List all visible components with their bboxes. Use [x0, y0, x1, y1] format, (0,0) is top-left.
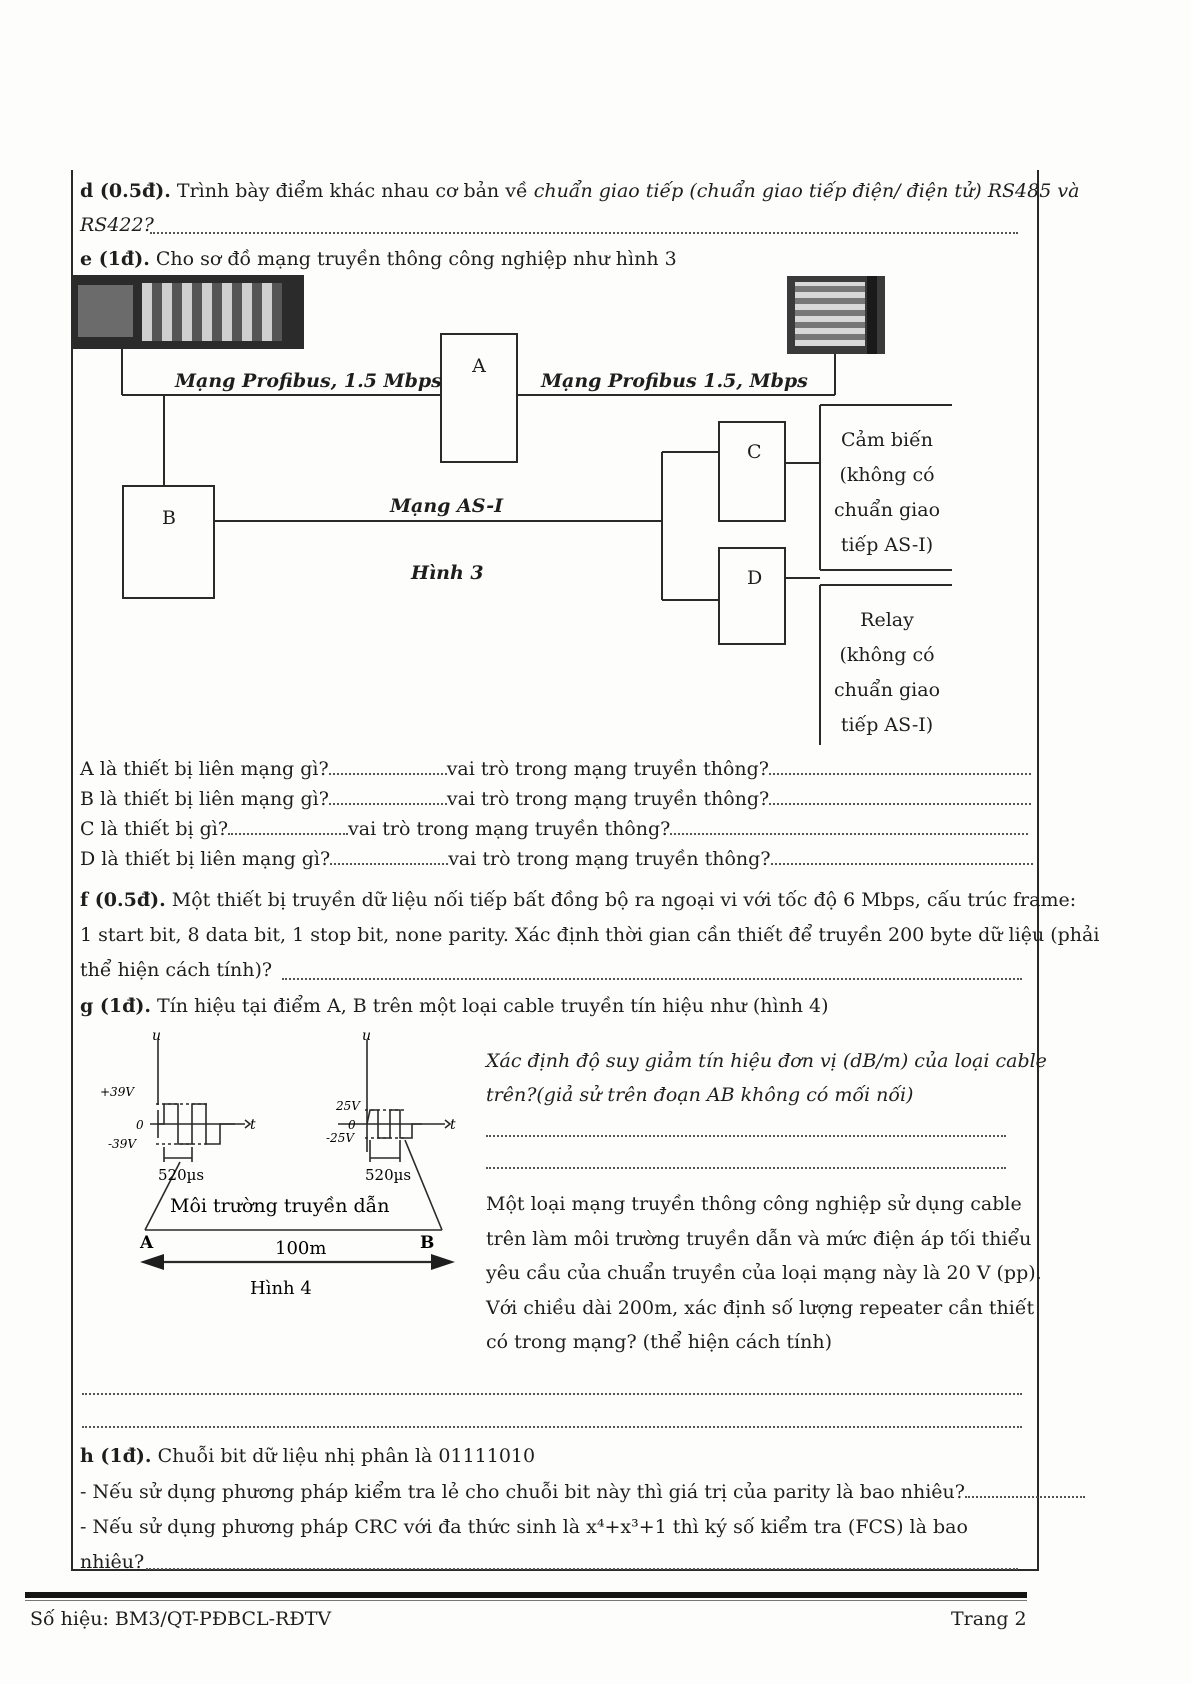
u-label-left: u	[152, 1030, 162, 1044]
question-g-para-line: trên làm môi trường truyền dẫn và mức điện áp tối thiểu	[486, 1227, 1032, 1250]
figure3-caption: Hình 3	[411, 562, 484, 584]
question-d-label: d (0.5đ).	[80, 180, 171, 202]
node-a-label: A	[472, 355, 486, 377]
node-d-box	[718, 547, 786, 645]
node-d-label: D	[747, 567, 763, 589]
profibus-right-label: Mạng Profibus 1.5, Mbps	[541, 370, 808, 392]
relay-line: tiếp AS-I)	[840, 714, 934, 736]
question-e-b-role: vai trò trong mạng truyền thông?	[446, 788, 770, 810]
node-b-label: B	[162, 507, 176, 529]
question-e-a-ask: A là thiết bị liên mạng gì?	[80, 758, 329, 780]
period-right-label: 520µs	[365, 1166, 412, 1184]
answer-dots	[82, 1426, 1022, 1428]
medium-label: Môi trường truyền dẫn	[170, 1195, 390, 1217]
answer-dots	[282, 978, 1022, 980]
question-f	[80, 891, 1076, 910]
question-e-line-a	[80, 760, 1031, 779]
question-h-label: h (1đ).	[80, 1445, 152, 1467]
question-e-line-d	[80, 850, 1033, 869]
question-h-line2: - Nếu sử dụng phương pháp CRC với đa thức sinh là x⁴+x³+1 thì ký số kiểm tra (FCS) là bao	[80, 1516, 968, 1538]
answer-dots	[486, 1135, 1006, 1137]
question-e-line-c	[80, 820, 1028, 839]
sensor-line: Cảm biến	[840, 429, 934, 451]
question-h-line1	[80, 1483, 1085, 1502]
plus39-label: +39V	[100, 1085, 134, 1099]
relay-label	[822, 603, 952, 743]
question-e-d-role: vai trò trong mạng truyền thông?	[448, 848, 771, 870]
point-a-label: A	[140, 1233, 154, 1253]
question-f-line1: Một thiết bị truyền dữ liệu nối tiếp bất đồng bộ ra ngoại vi với tốc độ 6 Mbps, cấu trúc frame:	[171, 889, 1077, 911]
question-g-italic1: Xác định độ suy giảm tín hiệu đơn vị (dB/m) của loại cable	[486, 1050, 1047, 1072]
answer-dots	[486, 1167, 1006, 1169]
relay-line: chuẩn giao	[833, 679, 941, 701]
question-e-text: Cho sơ đồ mạng truyền thông công nghiệp như hình 3	[155, 248, 677, 270]
question-h-text: Chuỗi bit dữ liệu nhị phân là 01111010	[157, 1445, 536, 1467]
node-c-box	[718, 421, 786, 522]
minus25-label: -25V	[326, 1131, 354, 1145]
document-code: Số hiệu: BM3/QT-PĐBCL-RĐTV	[30, 1608, 332, 1630]
question-f-line2: 1 start bit, 8 data bit, 1 stop bit, none parity. Xác định thời gian cần thiết để truyền 200 byte dữ liệu (phải	[80, 924, 1100, 946]
figure4-caption: Hình 4	[250, 1278, 312, 1299]
question-g	[80, 997, 829, 1016]
minus39-label: -39V	[108, 1137, 136, 1151]
question-f-label: f (0.5đ).	[80, 889, 166, 911]
point-b-label: B	[420, 1233, 435, 1253]
sensor-label	[822, 423, 952, 563]
question-g-italic2: trên?(giả sử trên đoạn AB không có mối nối)	[486, 1084, 914, 1106]
page-number: Trang 2	[951, 1608, 1027, 1630]
question-e-line-b	[80, 790, 1031, 809]
distance-label: 100m	[275, 1238, 327, 1259]
question-e-c-ask: C là thiết bị gì?	[80, 818, 229, 840]
question-d-line2: RS422?	[80, 214, 154, 236]
t-label-right: t	[450, 1117, 456, 1133]
plus25-label: 25V	[336, 1099, 360, 1113]
question-f-line3: thể hiện cách tính)?	[80, 959, 273, 981]
question-h	[80, 1447, 535, 1466]
question-g-label: g (1đ).	[80, 995, 151, 1017]
question-e-b-ask: B là thiết bị liên mạng gì?	[80, 788, 329, 810]
question-g-paragraph	[486, 1187, 1042, 1360]
zero-left-label: 0	[136, 1118, 144, 1132]
relay-line: (không có	[839, 644, 935, 666]
signal-figure	[100, 1030, 480, 1310]
node-b-box	[122, 485, 215, 599]
u-label-right: u	[362, 1030, 372, 1044]
period-left-label: 520µs	[158, 1166, 205, 1184]
question-e-c-role: vai trò trong mạng truyền thông?	[348, 818, 671, 840]
question-g-para-line: yêu cầu của chuẩn truyền của loại mạng này là 20 V (pp).	[486, 1262, 1042, 1284]
asi-label: Mạng AS-I	[390, 495, 503, 517]
zero-right-label: 0	[348, 1118, 356, 1132]
t-label-left: t	[250, 1117, 256, 1133]
question-e-label: e (1đ).	[80, 248, 150, 270]
question-g-para-line: có trong mạng? (thể hiện cách tính)	[486, 1331, 833, 1353]
question-g-text: Tín hiệu tại điểm A, B trên một loại cable truyền tín hiệu như (hình 4)	[157, 995, 829, 1017]
relay-line: Relay	[860, 609, 914, 631]
question-d-italic: chuẩn giao tiếp (chuẩn giao tiếp điện/ điện tử) RS485 và	[533, 180, 1080, 202]
sensor-line: chuẩn giao	[833, 499, 941, 521]
question-e-d-ask: D là thiết bị liên mạng gì?	[80, 848, 331, 870]
question-g-para-line: Một loại mạng truyền thông công nghiệp sử dụng cable	[486, 1193, 1022, 1215]
sensor-line: (không có	[839, 464, 935, 486]
question-e-a-role: vai trò trong mạng truyền thông?	[446, 758, 769, 780]
answer-dots	[82, 1393, 1022, 1395]
question-h-line3: nhiêu?	[80, 1551, 145, 1573]
footer-rule-thin	[25, 1600, 1027, 1601]
footer-rule	[25, 1592, 1027, 1598]
question-h-parity: - Nếu sử dụng phương pháp kiểm tra lẻ cho chuỗi bit này thì giá trị của parity là bao nhiêu?	[80, 1481, 965, 1503]
question-d-text: Trình bày điểm khác nhau cơ bản về	[176, 180, 528, 202]
answer-dots	[146, 1568, 1018, 1570]
node-a-box	[440, 333, 518, 463]
question-g-para-line: Với chiều dài 200m, xác định số lượng repeater cần thiết	[486, 1296, 1035, 1319]
profibus-left-label: Mạng Profibus, 1.5 Mbps	[175, 370, 442, 392]
node-c-label: C	[747, 441, 762, 463]
sensor-line: tiếp AS-I)	[840, 534, 934, 556]
